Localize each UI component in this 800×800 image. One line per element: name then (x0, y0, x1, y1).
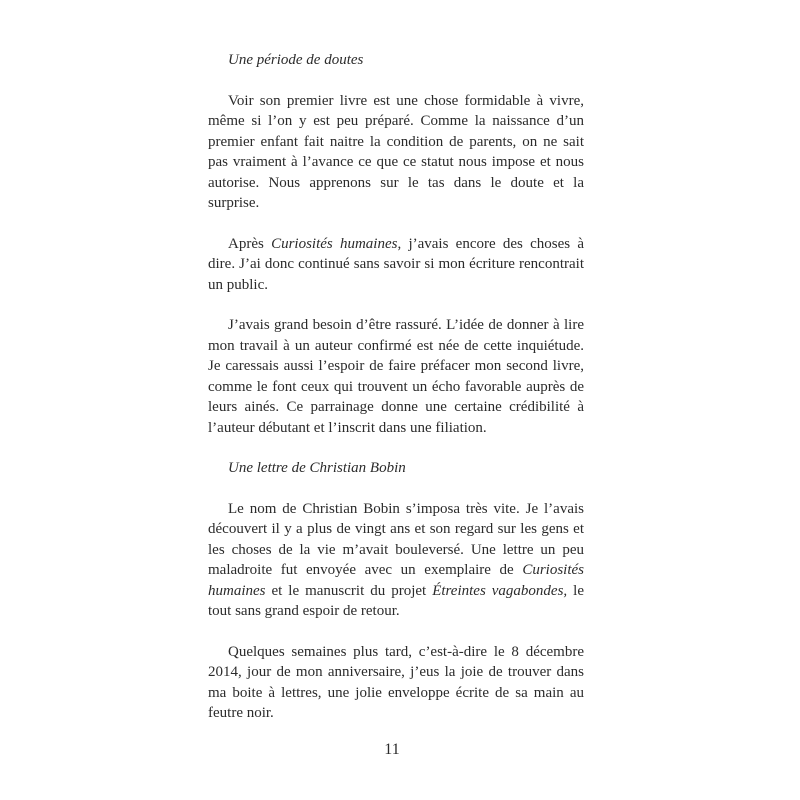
paragraph-text: le tout sans grand espoir de retour. (208, 582, 584, 619)
paragraph-bobin-name (208, 499, 584, 622)
page-body (208, 50, 584, 744)
book-title-curiosites: Curiosités humaines (271, 235, 398, 252)
section-heading-doubts: Une période de doutes (228, 52, 364, 68)
paragraph-text: Le nom de Christian Bobin s’imposa très vite. Je l’avais découvert il y a plus de vingt ans et son regard sur les gens et les choses de la vie m’avait bouleversé. Une lettre un peu maladroite fut envoyée avec un exemplaire de (208, 500, 584, 578)
paragraph-text: Après (228, 235, 272, 252)
paragraph-text: et le manuscrit du projet (265, 582, 433, 599)
paragraph-first-book: Voir son premier livre est une chose formidable à vivre, même si l’on y est peu préparé. Comme la naissance d’un premier enfant fait naitre la condition de parents, on ne sait pas vraiment à l’avance ce que ce statut nous impose et nous autorise. Nous apprenons sur le tas dans le doute et la surprise. (208, 92, 584, 211)
book-title-curiosites: Curiosités humaines (208, 562, 584, 599)
paragraph-reassurance: J’avais grand besoin d’être rassuré. L’idée de donner à lire mon travail à un auteur confirmé est née de cette inquiétude. Je caressais aussi l’espoir de faire préfacer mon second livre, comme le font ceux qui trouvent un écho favorable auprès de leurs ainés. Ce parrainage donne une certaine crédibilité à l’auteur débutant et l’inscrit dans une filiation. (208, 317, 584, 436)
paragraph-birthday-letter: Quelques semaines plus tard, c’est-à-dire le 8 décembre 2014, jour de mon anniversaire, j’eus la joie de trouver dans ma boite à lettres, une jolie enveloppe écrite de sa main au feutre noir. (208, 643, 584, 721)
paragraph-text: , j’avais encore des choses à dire. J’ai donc continué sans savoir si mon écriture rencontrait un public. (208, 235, 584, 293)
page-number: 11 (384, 741, 400, 758)
paragraph-after-curiosites (208, 234, 584, 296)
book-title-etreintes: Étreintes vagabondes, (432, 582, 568, 599)
section-heading-bobin-letter: Une lettre de Christian Bobin (228, 460, 406, 476)
